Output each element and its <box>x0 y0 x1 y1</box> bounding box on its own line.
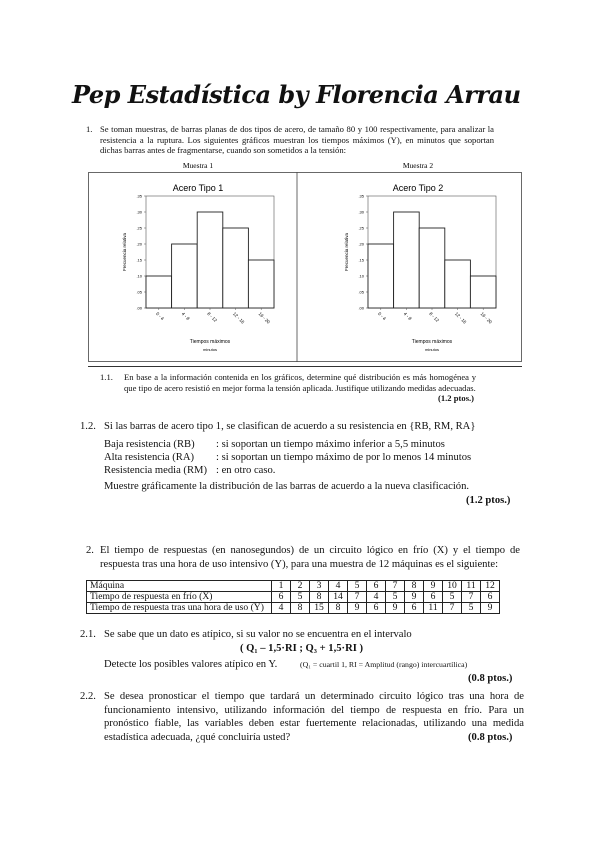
rule-rb-label: Baja resistencia (RB) <box>104 439 195 450</box>
q1-1-number: 1.1. <box>100 372 113 382</box>
table-cell: 6 <box>272 592 291 603</box>
y-tick-label: .30 <box>136 209 142 215</box>
histogram-bar <box>172 244 198 308</box>
x-tick-label: 0 - 4 <box>377 311 388 322</box>
q2-intro: El tiempo de respuestas (en nanosegundos) de un circuito lógico en frío (X) y el tiempo de respuesta tras una hora de uso intensivo (Y), para una muestra de 12 máquinas es el siguiente: <box>100 545 520 570</box>
q1-2-instruction: Muestre gráficamente la distribución de las barras de acuerdo a la nueva clasificación. <box>104 481 470 492</box>
histogram-bar <box>470 276 496 308</box>
q2-1-number: 2.1. <box>80 629 96 640</box>
table-cell: 7 <box>443 603 462 614</box>
q1-1-text: En base a la información contenida en los gráficos, determine qué distribución es más homogénea y que tipo de acero resistió en mejor forma la tensión aplicada. Justifique utilizando medidas adecuadas. <box>124 372 476 393</box>
table-cell: 8 <box>310 592 329 603</box>
histogram-bar <box>197 212 223 308</box>
x-tick-label: 12 - 16 <box>453 311 468 325</box>
table-cell: 11 <box>462 581 481 592</box>
table-cell: 15 <box>310 603 329 614</box>
table-cell: 4 <box>367 592 386 603</box>
charts-panel <box>88 158 522 362</box>
y-tick-label: .05 <box>358 289 364 295</box>
table-cell: 4 <box>329 581 348 592</box>
q1-number: 1. <box>86 124 93 134</box>
rule-ra-desc: : si soportan un tiempo máximo de por lo menos 14 minutos <box>216 452 472 463</box>
histogram-bar <box>368 244 394 308</box>
rule-rm-desc: : en otro caso. <box>216 465 276 476</box>
table-cell: 14 <box>329 592 348 603</box>
histogram-bar <box>223 228 249 308</box>
y-tick-label: .15 <box>136 257 142 263</box>
table-cell: 7 <box>462 592 481 603</box>
table-cell: 7 <box>348 592 367 603</box>
histogram-bar <box>419 228 445 308</box>
y-tick-label: .00 <box>136 305 142 311</box>
q2-2-points: (0.8 ptos.) <box>468 732 513 743</box>
table-cell: 5 <box>348 581 367 592</box>
rule-rm-label: Resistencia media (RM) <box>104 465 207 476</box>
table-cell: 5 <box>462 603 481 614</box>
y-tick-label: .00 <box>358 305 364 311</box>
table-row-x <box>87 592 500 603</box>
charts-divider <box>88 366 522 367</box>
table-cell: 9 <box>348 603 367 614</box>
y-tick-label: .35 <box>136 193 142 199</box>
x-tick-label: 16 - 20 <box>257 311 271 325</box>
x-tick-label: 0 - 4 <box>155 311 166 322</box>
rule-rb-desc: : si soportan un tiempo máximo inferior a 5,5 minutos <box>216 439 445 450</box>
x-axis-sublabel: minutos <box>424 347 440 352</box>
table-header-row <box>87 581 500 592</box>
table-cell: 12 <box>481 581 500 592</box>
table-cell: 5 <box>291 592 310 603</box>
histogram-bar <box>394 212 420 308</box>
table-header-label: Máquina <box>87 581 272 592</box>
y-tick-label: .25 <box>136 225 142 231</box>
table-cell: 6 <box>405 603 424 614</box>
table-cell: 6 <box>481 592 500 603</box>
table-cell: 9 <box>386 603 405 614</box>
rule-ra-label: Alta resistencia (RA) <box>104 452 195 463</box>
y-tick-label: .20 <box>136 241 142 247</box>
q2-1-points: (0.8 ptos.) <box>468 673 513 684</box>
chart-title: Acero Tipo 2 <box>392 183 444 193</box>
q2-2-text: Se desea pronosticar el tiempo que tardará un determinado circuito lógico tras una hora de funcionamiento intensivo, utilizando información del tiempo de respuesta en frío. Para un pronóstico fiable, las variables deben estar fuertemente relacionadas, utilizando una medida estadística adecuada, ¿qué concluiría usted? <box>104 691 524 743</box>
table-cell: 8 <box>329 603 348 614</box>
table-cell: 10 <box>443 581 462 592</box>
table-cell: 6 <box>367 581 386 592</box>
y-axis-label: Frecuencia relativa <box>344 232 349 272</box>
x-axis-sublabel: minutos <box>202 347 218 352</box>
y-tick-label: .35 <box>358 193 364 199</box>
y-tick-label: .30 <box>358 209 364 215</box>
table-cell: 6 <box>424 592 443 603</box>
q1-2-text: Si las barras de acero tipo 1, se clasifican de acuerdo a su resistencia en {RB, RM, RA} <box>104 421 476 432</box>
q2-1-interval: ( Q₁ – 1,5·RI ; Q₃ + 1,5·RI ) <box>240 643 364 654</box>
q2-1-text: Se sabe que un dato es atípico, si su valor no se encuentra en el intervalo <box>104 629 412 640</box>
table-cell: 7 <box>386 581 405 592</box>
histogram-bar <box>445 260 471 308</box>
x-tick-label: 4 - 8 <box>180 311 191 322</box>
table-cell: 5 <box>443 592 462 603</box>
q2-2-number: 2.2. <box>80 691 96 702</box>
x-tick-label: 12 - 16 <box>231 311 246 325</box>
q1-2-number: 1.2. <box>80 421 96 432</box>
sample-label: Muestra 2 <box>402 161 434 170</box>
table-cell: 4 <box>272 603 291 614</box>
q2-number: 2. <box>86 545 94 556</box>
table-row-label: Tiempo de respuesta tras una hora de uso (Y) <box>87 603 272 614</box>
table-cell: 9 <box>424 581 443 592</box>
sample-label: Muestra 1 <box>182 161 214 170</box>
table-row-label: Tiempo de respuesta en frío (X) <box>87 592 272 603</box>
table-cell: 8 <box>405 581 424 592</box>
table-row-y <box>87 603 500 614</box>
y-tick-label: .10 <box>136 273 142 279</box>
response-times-table <box>86 580 500 614</box>
q2-1-task: Detecte los posibles valores atípico en Y. <box>104 659 278 670</box>
histogram-bar <box>248 260 274 308</box>
x-tick-label: 16 - 20 <box>479 311 493 325</box>
table-cell: 5 <box>386 592 405 603</box>
table-cell: 11 <box>424 603 443 614</box>
x-tick-label: 4 - 8 <box>402 311 413 322</box>
response-times-table-wrap <box>86 580 500 614</box>
histogram-bar <box>146 276 172 308</box>
y-tick-label: .20 <box>358 241 364 247</box>
table-cell: 3 <box>310 581 329 592</box>
y-tick-label: .25 <box>358 225 364 231</box>
table-cell: 2 <box>291 581 310 592</box>
chart-title: Acero Tipo 1 <box>172 183 224 193</box>
page-title: Pep Estadística by Florencia Arrau <box>72 80 521 109</box>
table-cell: 6 <box>367 603 386 614</box>
y-tick-label: .15 <box>358 257 364 263</box>
x-tick-label: 8 - 12 <box>428 311 440 323</box>
y-axis-label: Frecuencia relativa <box>122 232 127 272</box>
x-tick-label: 8 - 12 <box>206 311 218 323</box>
x-axis-label: Tiempos máximos <box>189 339 231 345</box>
table-cell: 9 <box>405 592 424 603</box>
q1-2-points: (1.2 ptos.) <box>466 495 511 506</box>
y-tick-label: .10 <box>358 273 364 279</box>
q1-intro: Se toman muestras, de barras planas de dos tipos de acero, de tamaño 80 y 100 respectivamente, para analizar la resistencia a la ruptura. Los siguientes gráficos muestran los tiempos máximos (Y), en minutos que soportan dichas barras antes de fragmentarse, cuando son sometidos a la tensión: <box>100 124 494 155</box>
table-cell: 9 <box>481 603 500 614</box>
x-axis-label: Tiempos máximos <box>411 339 453 345</box>
table-cell: 8 <box>291 603 310 614</box>
histogram-charts <box>88 158 522 362</box>
table-cell: 1 <box>272 581 291 592</box>
y-tick-label: .05 <box>136 289 142 295</box>
q1-1-points: (1.2 ptos.) <box>438 393 475 403</box>
q2-1-note: (Q₁ = cuartil 1, RI = Amplitud (rango) intercuartílica) <box>300 660 468 669</box>
